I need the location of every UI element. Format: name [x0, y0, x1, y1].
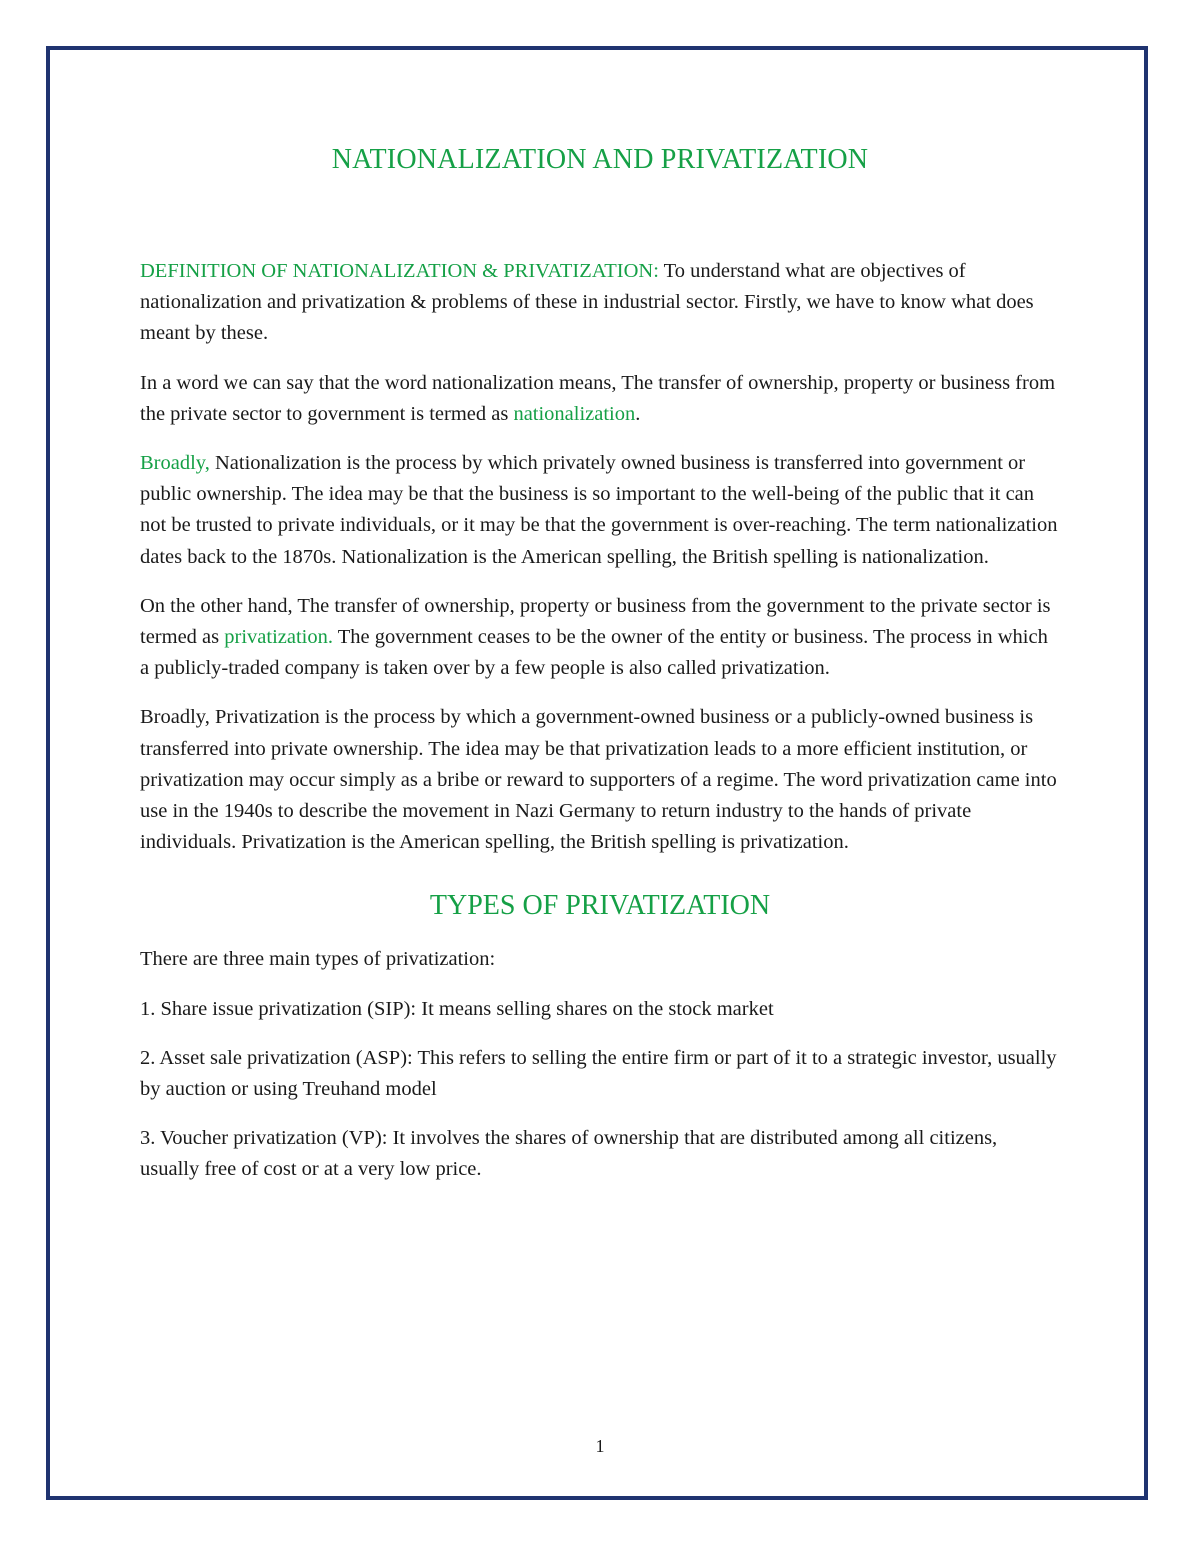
nationalization-highlight: nationalization: [513, 402, 636, 425]
types-heading: TYPES OF PRIVATIZATION: [429, 890, 771, 922]
nationalization-broadly-text: Nationalization is the process by which privately owned business is transferred into government or public ownership. The idea may be that the business is so important to the well-being of the public that it can not be trusted to private individuals, or it may be that the government is over-reaching. The term nationalization dates back to the 1870s. Nationalization is the American spelling, the British spelling is nationalization.: [140, 452, 1058, 568]
nationalization-broadly-paragraph: [140, 448, 1060, 573]
nationalization-meaning-text: In a word we can say that the word nationalization means, The transfer of ownership, property or business from the private sector to government is termed as: [140, 371, 1056, 425]
type-item-asp: 2. Asset sale privatization (ASP): This refers to selling the entire firm or part of it to a strategic investor, usually by auction or using Treuhand model: [140, 1046, 1057, 1101]
definition-heading: DEFINITION OF NATIONALIZATION & PRIVATIZATION:: [140, 260, 659, 282]
broadly-lead: Broadly,: [140, 452, 210, 475]
page-number: 1: [595, 1436, 605, 1456]
privatization-highlight: privatization.: [224, 626, 333, 649]
document-body: [140, 140, 1060, 1186]
type-item-vp: 3. Voucher privatization (VP): It involves the shares of ownership that are distributed among all citizens, usually free of cost or at a very low price.: [140, 1127, 998, 1181]
privatization-meaning-text: On the other hand, The transfer of ownership, property or business from the government to the private sector is termed as: [140, 594, 1051, 649]
document-title: NATIONALIZATION AND PRIVATIZATION: [331, 144, 869, 175]
privatization-meaning-end: The government ceases to be the owner of the entity or business. The process in which a publicly-traded company is taken over by a few people is also called privatization.: [140, 626, 1048, 680]
privatization-meaning-paragraph: [140, 591, 1060, 685]
definition-paragraph: [140, 256, 1060, 350]
type-item-sip: 1. Share issue privatization (SIP): It means selling shares on the stock market: [140, 997, 774, 1020]
definition-text: To understand what are objectives of nationalization and privatization & problems of these in industrial sector. Firstly, we have to know what does meant by these.: [140, 260, 1034, 345]
privatization-broadly-paragraph: Broadly, Privatization is the process by which a government-owned business or a publicly-owned business is transferred into private ownership. The idea may be that privatization leads to a more efficient institution, or privatization may occur simply as a bribe or reward to supporters of a regime. The word privatization came into use in the 1940s to describe the movement in Nazi Germany to return industry to the hands of private individuals. Privatization is the American spelling, the British spelling is privatization.: [140, 706, 1057, 854]
nationalization-meaning-end: .: [635, 402, 641, 425]
nationalization-meaning-paragraph: [140, 368, 1060, 430]
types-intro: There are three main types of privatization:: [140, 948, 496, 971]
